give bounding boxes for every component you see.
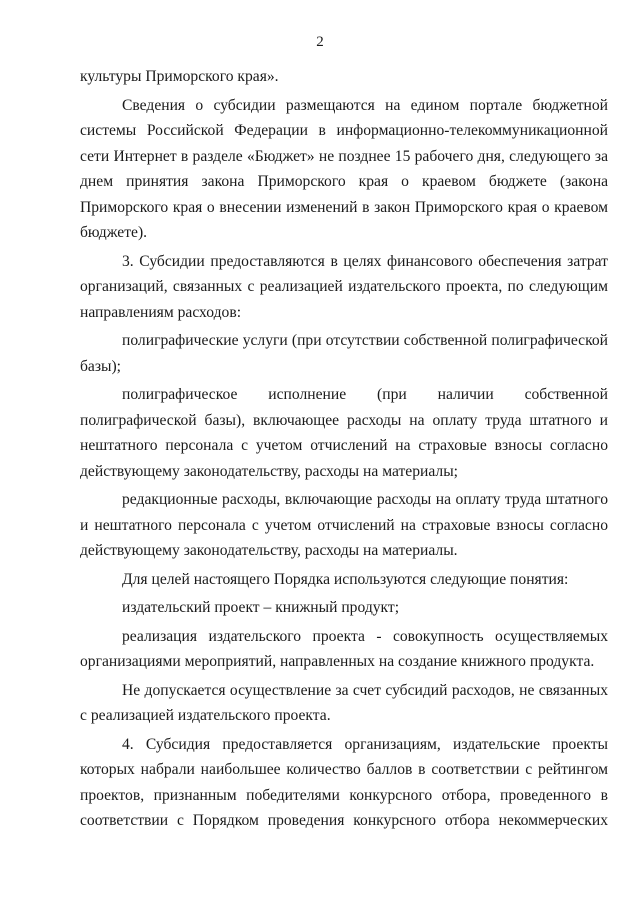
paragraph-printing-execution: полиграфическое исполнение (при наличии собственной полиграфической базы), включающее расходы на оплату труда штатного и нештатного персонала с учетом отчислений на страховые взносы согласно действующему законодательству, расходы на материалы; — [80, 386, 608, 480]
paragraph-editorial-costs: редакционные расходы, включающие расходы на оплату труда штатного и нештатного персонала с учетом отчислений на страховые взносы согласно действующему законодательству, расходы на материалы. — [80, 491, 608, 559]
paragraph-item-4: 4. Субсидия предоставляется организациям, издательские проекты которых набрали наибольшее количество баллов в соответствии с рейтингом проектов, признанным победителями конкурсного отбора, проведенного в соответствии с Порядком проведения конкурсного отбора некоммерческих — [80, 735, 608, 829]
paragraph-not-allowed: Не допускается осуществление за счет субсидий расходов, не связанных с реализацией издательского проекта. — [80, 681, 608, 724]
paragraph-definitions-intro: Для целей настоящего Порядка используются следующие понятия: — [122, 570, 569, 588]
paragraph-definition-implementation: реализация издательского проекта - совокупность осуществляемых организациями мероприятий, направленных на создание книжного продукта. — [80, 627, 608, 670]
paragraph-continuation: культуры Приморского края». — [80, 68, 279, 85]
document-body — [80, 64, 608, 837]
paragraph-subsidy-info: Сведения о субсидии размещаются на едином портале бюджетной системы Российской Федерации в информационно-телекоммуникационной сети Интернет в разделе «Бюджет» не позднее 15 рабочего дня, следующего за днем принятия закона Приморского края о краевом бюджете (закона Приморского края о внесении изменений в закон Приморского края о краевом бюджете). — [80, 96, 608, 241]
paragraph-definition-project: издательский проект – книжный продукт; — [122, 599, 400, 616]
page-number: 2 — [316, 34, 324, 50]
paragraph-item-3: 3. Субсидии предоставляются в целях финансового обеспечения затрат организаций, связанных с реализацией издательского проекта, по следующим направлениям расходов: — [80, 252, 608, 321]
paragraph-printing-services: полиграфические услуги (при отсутствии собственной полиграфической базы); — [80, 332, 608, 375]
